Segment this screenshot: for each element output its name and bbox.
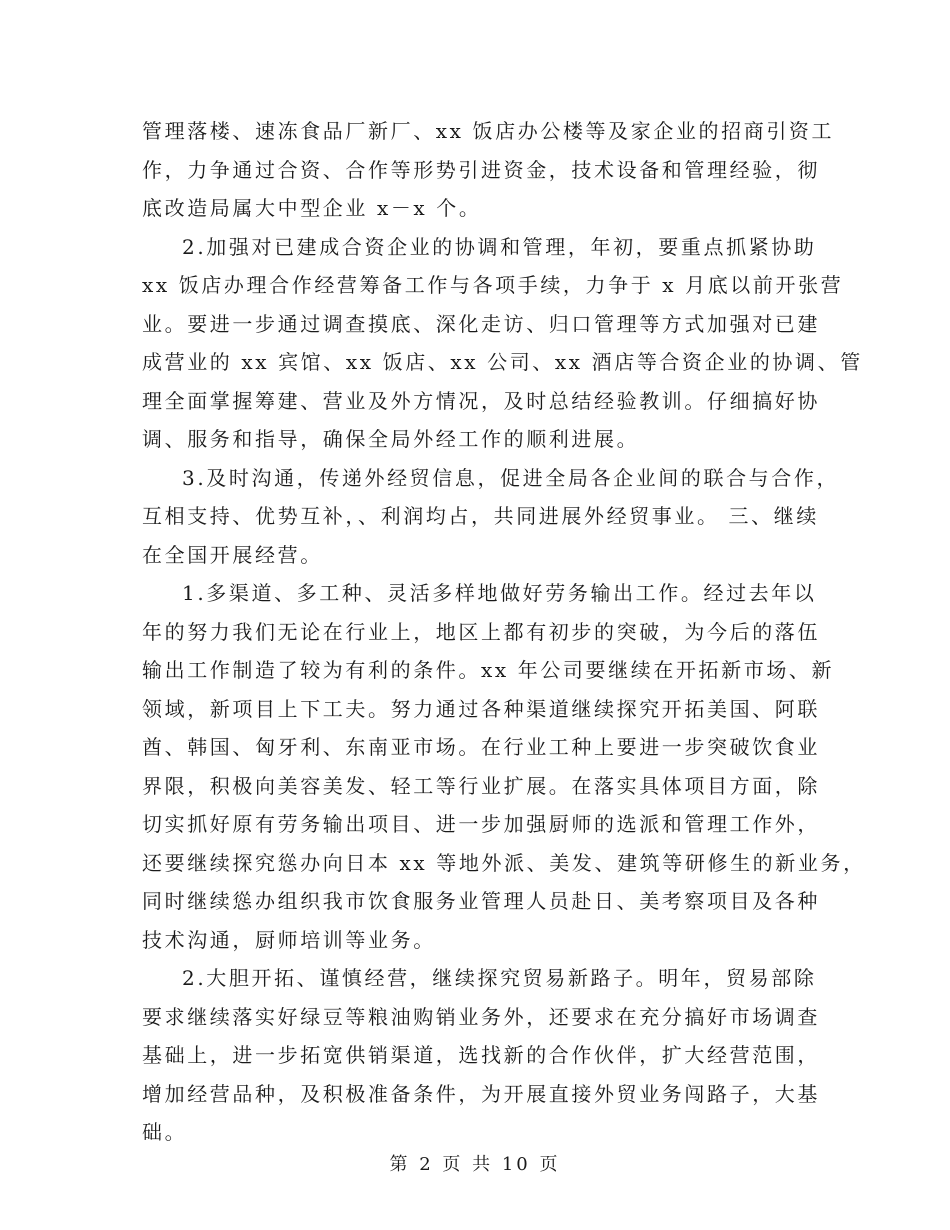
text-line: 还要继续探究慫办向日本 xx 等地外派、美发、建筑等研修生的新业务， [142,850,866,875]
document-body [142,112,866,1152]
text-line: 作，力争通过合资、合作等形势引进资金，技术设备和管理经验，彻 [142,157,820,182]
text-line: 要求继续落实好绿豆等粮油购销业务外，还要求在充分搞好市场调查 [142,1004,820,1029]
text-line: 增加经营品种，及积极准备条件，为开展直接外贸业务闯路子，大基 [142,1081,820,1106]
text-line: 同时继续慫办组织我市饮食服务业管理人员赴日、美考察项目及各种 [142,889,820,913]
paragraph-start-line: 2.大胆开拓、谨慎经营，继续探究贸易新路子。明年，贸易部除 [182,966,817,990]
text-line: 在全国开展经营。 [142,542,323,567]
text-line: xx 饭店办理合作经营筹备工作与各项手续，力争于 x 月底以前开张营 [142,273,844,297]
text-line: 年的努力我们无论在行业上，地区上都有初步的突破，为今后的落伍 [142,619,820,644]
page-number-footer: 第 2 页 共 10 页 [389,1154,561,1175]
text-line: 界限，积极向美容美发、轻工等行业扩展。在落实具体项目方面，除 [142,773,820,798]
text-line: 管理落楼、速冻食品厂新厂、xx 饭店办公楼等及家企业的招商引资工 [142,119,835,143]
text-line: 业。要进一步通过调查摸底、深化走访、归口管理等方式加强对已建 [142,311,820,336]
text-line: 互相支持、优势互补，、利润均占，共同进展外经贸事业。 三、继续 [142,504,819,528]
text-line: 酋、韩国、匈牙利、东南亚市场。在行业工种上要进一步突破饮食业 [142,735,820,759]
text-line: 调、服务和指导，确保全局外经工作的顺利进展。 [142,427,640,451]
text-line: 基础上，进一步拓宽供销渠道，选找新的合作伙伴，扩大经营范围， [142,1043,820,1067]
text-line: 切实抓好原有劳务输出项目、进一步加强厨师的选派和管理工作外， [142,812,820,836]
text-line: 础。 [142,1120,188,1144]
paragraph-start-line: 3.及时沟通，传递外经贸信息，促进全局各企业间的联合与合作， [182,465,840,490]
text-line: 输出工作制造了较为有利的条件。xx 年公司要继续在开拓新市场、新 [142,658,835,682]
text-line: 领域，新项目上下工夫。努力通过各种渠道继续探究开拓美国、阿联 [142,696,820,721]
text-line: 成营业的 xx 宾馆、xx 饭店、xx 公司、xx 酒店等合资企业的协调、管 [142,350,863,374]
text-line: 底改造局属大中型企业 x－x 个。 [142,196,482,220]
paragraph-start-line: 1.多渠道、多工种、灵活多样地做好劳务输出工作。经过去年以 [182,581,817,605]
text-line: 技术沟通，厨师培训等业务。 [142,927,436,952]
text-line: 理全面掌握筹建、营业及外方情况，及时总结经验教训。仔细搞好协 [142,388,820,413]
paragraph-start-line: 2.加强对已建成合资企业的协调和管理，年初，要重点抓紧协助 [182,234,817,259]
